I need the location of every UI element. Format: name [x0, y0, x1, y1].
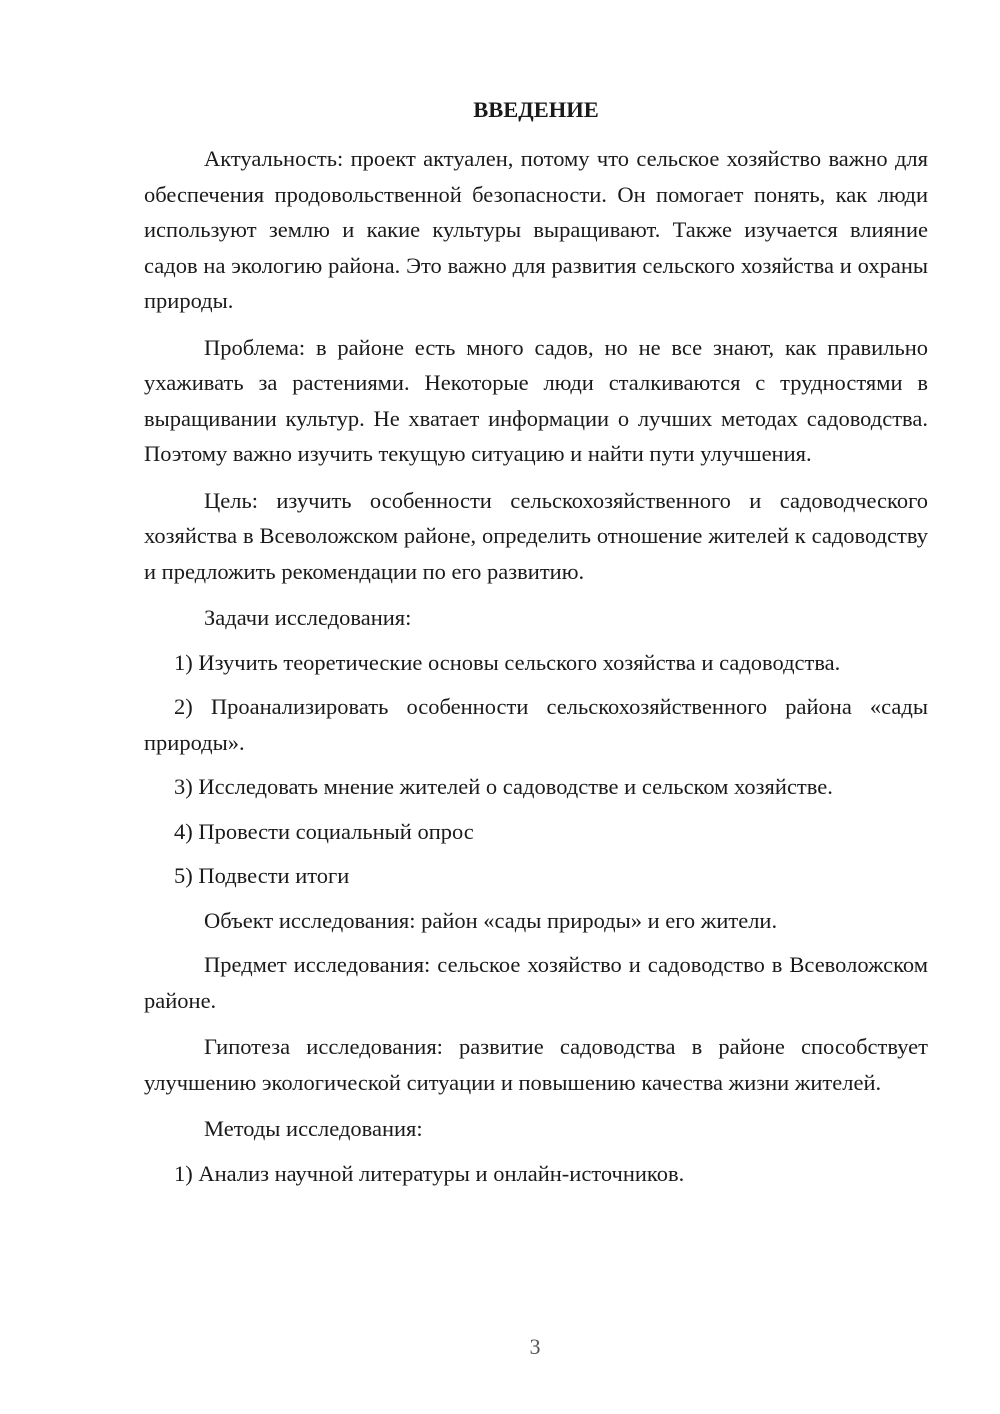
problem-paragraph: Проблема: в районе есть много садов, но не все знают, как правильно ухаживать за растениями. Некоторые люди сталкиваются с трудностями в выращивании культур. Не хватает информации о лучших методах садоводства. Поэтому важно изучить текущую ситуацию и найти пути улучшения.	[144, 334, 928, 466]
page-number: 3	[529, 1334, 541, 1359]
hypothesis-paragraph: Гипотеза исследования: развитие садоводства в районе способствует улучшению экологической ситуации и повышению качества жизни жителей.	[144, 1034, 928, 1095]
relevance-paragraph: Актуальность: проект актуален, потому что сельское хозяйство важно для обеспечения продовольственной безопасности. Он помогает понять, как люди используют землю и какие культуры выращивают. Также изучается влияние садов на экологию района. Это важно для развития сельского хозяйства и охраны природы.	[144, 146, 928, 313]
task-item-5: 5) Подвести итоги	[174, 863, 350, 888]
task-item-4: 4) Провести социальный опрос	[174, 818, 474, 844]
document-page	[144, 92, 928, 1191]
task-item-2: 2) Проанализировать особенности сельскохозяйственного района «сады природы».	[144, 694, 928, 755]
subject-paragraph: Предмет исследования: сельское хозяйство и садоводство в Всеволожском районе.	[144, 952, 928, 1013]
method-item-1: 1) Анализ научной литературы и онлайн-источников.	[174, 1160, 685, 1186]
task-item-1: 1) Изучить теоретические основы сельского хозяйства и садоводства.	[174, 649, 841, 675]
methods-heading: Методы исследования:	[204, 1116, 423, 1141]
tasks-heading: Задачи исследования:	[204, 605, 412, 630]
goal-paragraph: Цель: изучить особенности сельскохозяйственного и садоводческого хозяйства в Всеволожском районе, определить отношение жителей к садоводству и предложить рекомендации по его развитию.	[144, 487, 928, 584]
object-paragraph: Объект исследования: район «сады природы» и его жители.	[204, 907, 778, 933]
task-item-3: 3) Исследовать мнение жителей о садоводстве и сельском хозяйстве.	[174, 774, 833, 799]
section-title: ВВЕДЕНИЕ	[473, 97, 599, 122]
